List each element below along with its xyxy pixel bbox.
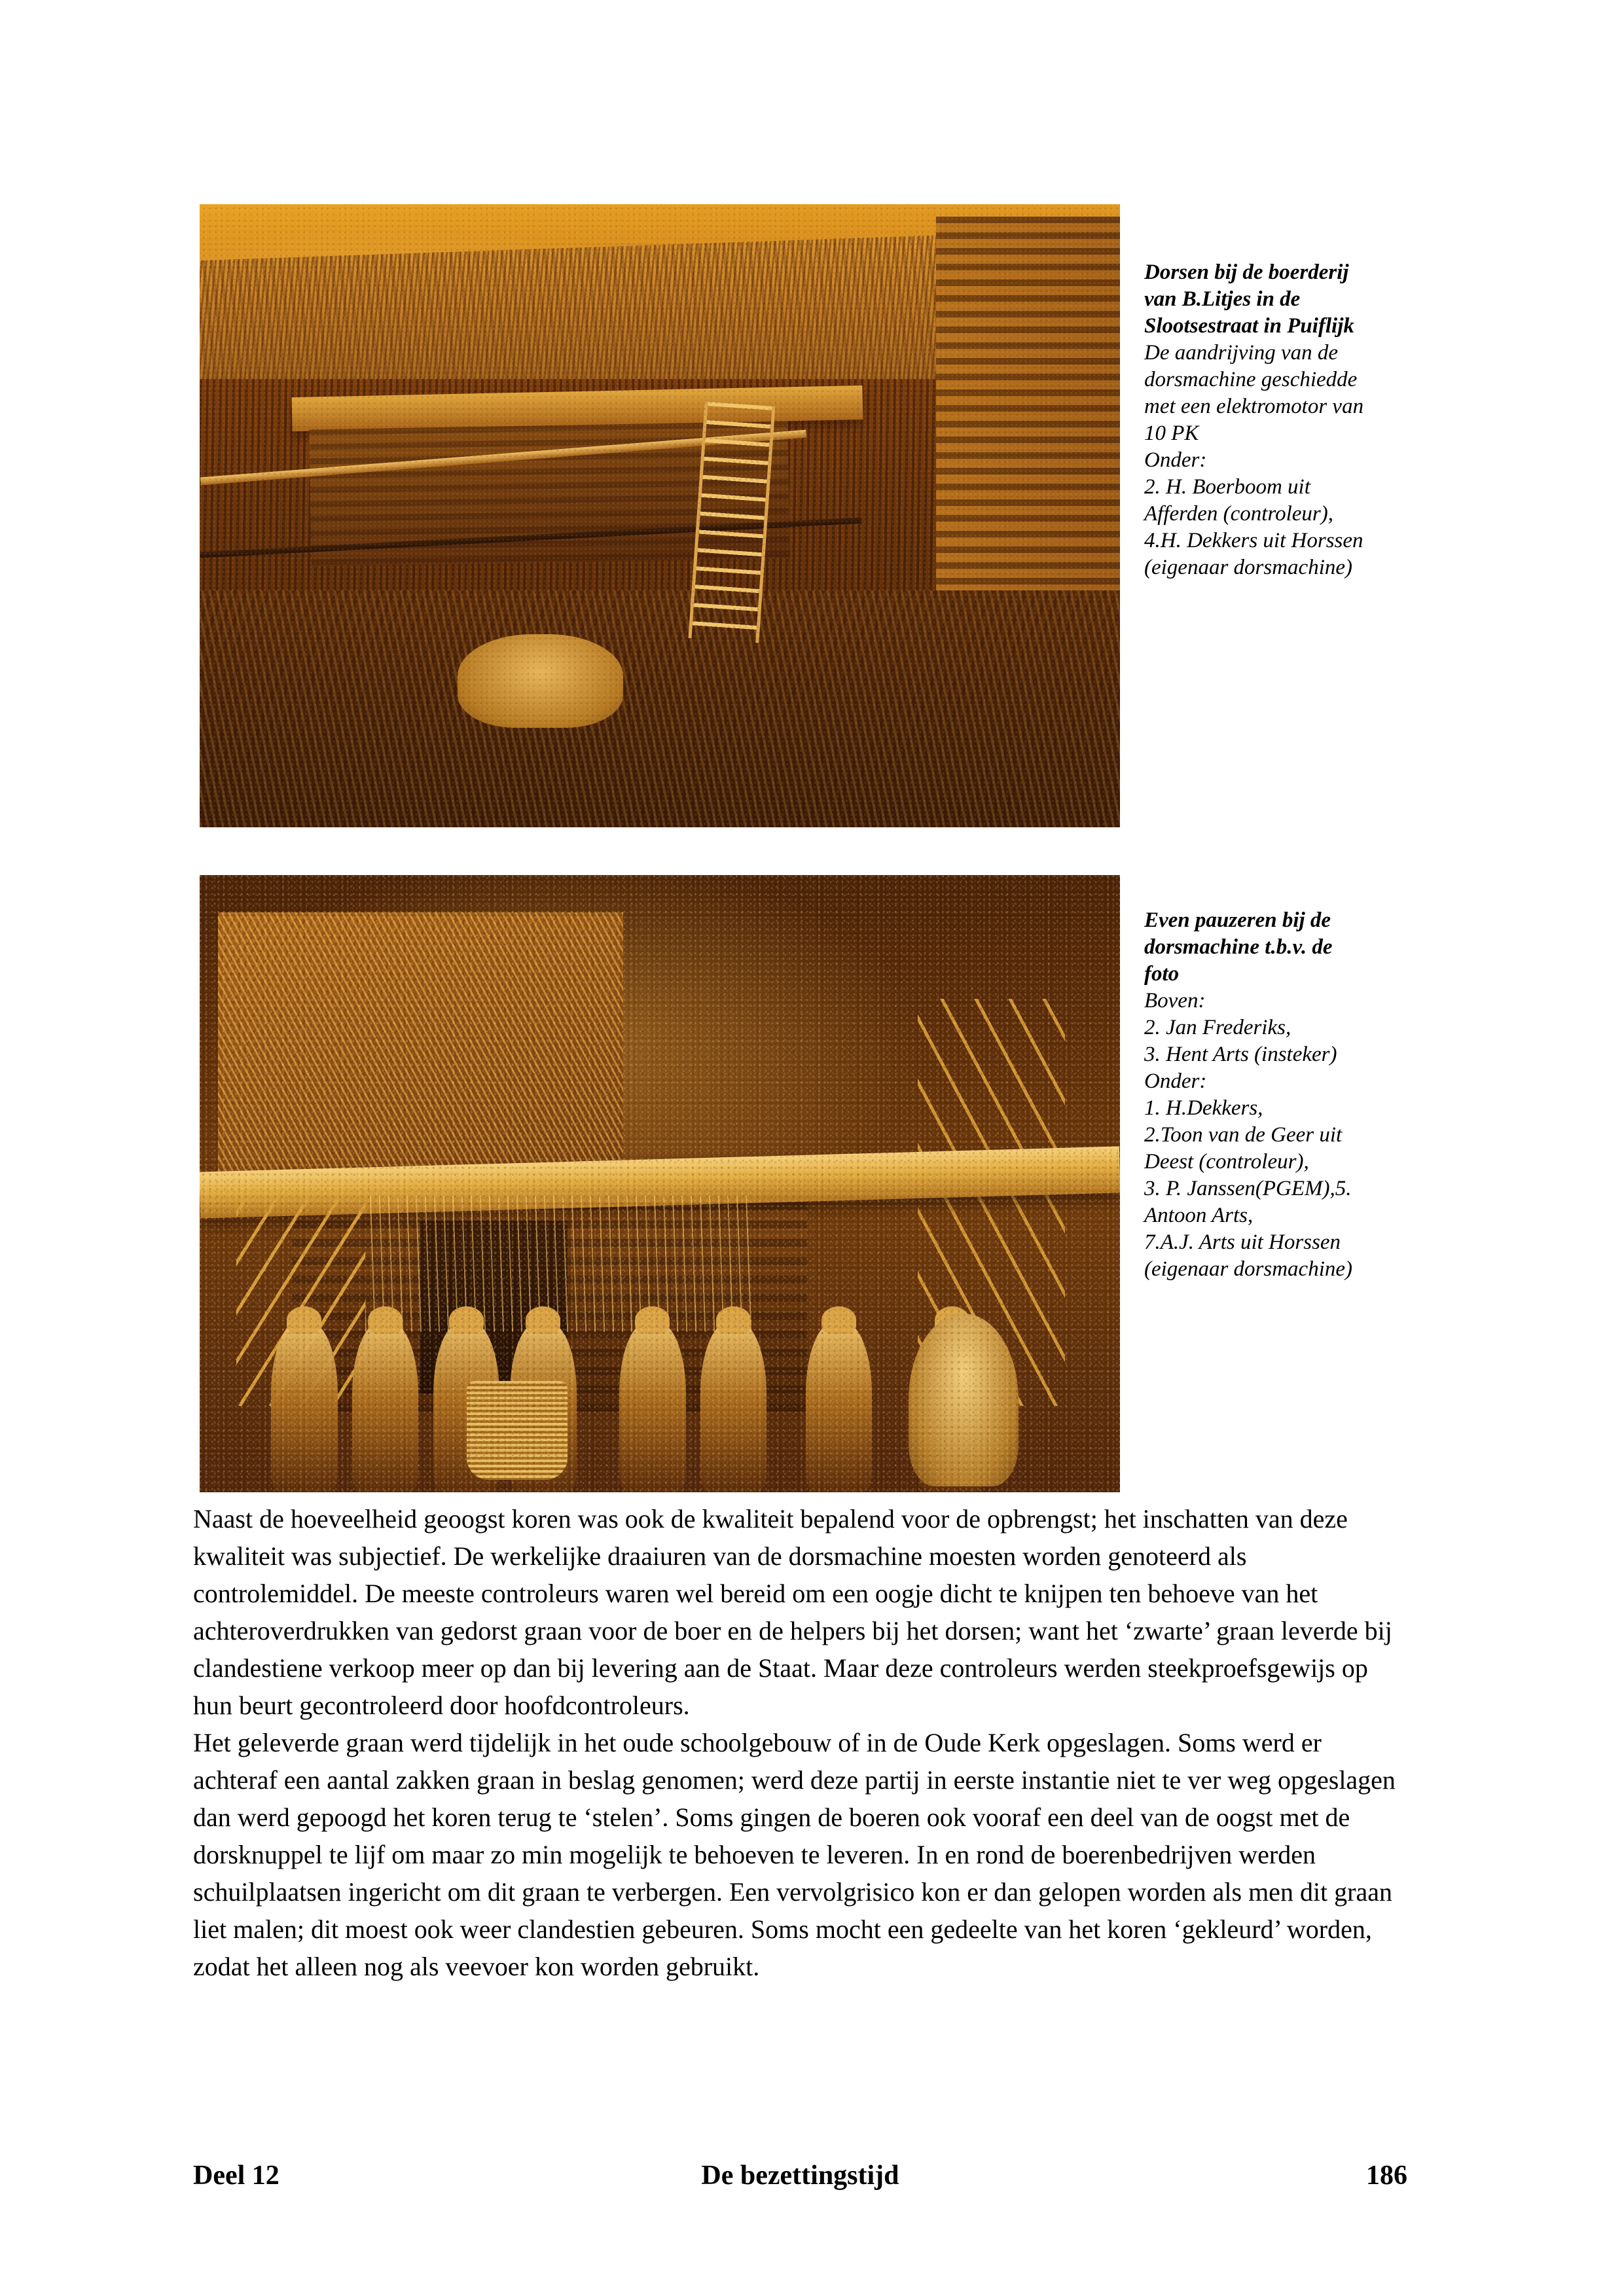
caption-body-line: (eigenaar dorsmachine) — [1144, 556, 1353, 579]
paragraph: Het geleverde graan werd tijdelijk in het oude schoolgebouw of in de Oude Kerk opgeslagen. Soms werd er achteraf een aantal zakken graan in beslag genomen; werd deze partij in eerste instantie niet te ver weg opgeslagen dan werd gepoogd het koren terug te ‘stelen’. Soms gingen de boeren ook vooraf een deel van de oogst met de dorsknuppel te lijf om maar zo min mogelijk te behoeven te leveren. In en rond de boerenbedrijven werden schuilplaatsen ingericht om dit graan te verbergen. Een vervolgrisico kon er dan gelopen worden als men dit graan liet malen; dit moest ook weer clandestien gebeuren. Soms mocht een gedeelte van het koren ‘gekleurd’ worden, zodat het alleen nog als veevoer kon worden gebruikt. — [193, 1728, 1396, 1981]
caption-body-line: Boven: — [1144, 989, 1206, 1013]
photo-grain-texture — [200, 875, 1120, 1492]
photo-barn-right-side — [936, 217, 1120, 603]
caption-body-line: 7.A.J. Arts uit Horssen — [1144, 1230, 1341, 1254]
caption-body-line: 10 PK — [1144, 422, 1199, 445]
caption-body-line: Onder: — [1144, 448, 1207, 472]
caption-body-line: 2. Jan Frederiks, — [1144, 1016, 1291, 1039]
footer-part-label: Deel 12 — [193, 2161, 280, 2191]
photo-farmyard-ground — [200, 590, 1120, 827]
caption-body-line: Deest (controleur), — [1144, 1150, 1309, 1174]
caption-body-line: 4.H. Dekkers uit Horssen — [1144, 529, 1363, 552]
caption-body-line: (eigenaar dorsmachine) — [1144, 1257, 1353, 1281]
caption-body-line: dorsmachine geschiedde — [1144, 368, 1358, 391]
caption-body-line: De aandrijving van de — [1144, 341, 1339, 365]
caption-body-line: 3. Hent Arts (insteker) — [1144, 1043, 1337, 1066]
caption-title-line: Even pauzeren bij de — [1144, 908, 1331, 932]
caption-body-line: 2.Toon van de Geer uit — [1144, 1123, 1343, 1147]
caption-body-line: 2. H. Boerboom uit — [1144, 475, 1310, 499]
caption-body-line: 3. P. Janssen(PGEM),5. — [1144, 1177, 1352, 1200]
footer-page-number: 186 — [1365, 2161, 1407, 2191]
figure-threshing-at-litjes-farm — [200, 204, 1120, 827]
caption-body-line: 1. H.Dekkers, — [1144, 1096, 1263, 1120]
caption-title-line: van B.Litjes in de — [1144, 287, 1301, 311]
footer-running-title: De bezettingstijd — [701, 2161, 899, 2191]
caption-body-line: met een elektromotor van — [1144, 395, 1364, 418]
caption-body-line: Onder: — [1144, 1069, 1207, 1093]
body-text — [193, 1500, 1407, 1985]
caption-title-line: dorsmachine t.b.v. de — [1144, 935, 1333, 959]
caption-title-line: Slootsestraat in Puiflijk — [1144, 314, 1354, 338]
caption-title-line: Dorsen bij de boerderij — [1144, 260, 1349, 284]
caption-pause-at-threshing-machine — [1144, 907, 1432, 1283]
caption-threshing-at-litjes-farm — [1144, 259, 1432, 581]
caption-title-line: foto — [1144, 962, 1180, 986]
caption-body-line: Antoon Arts, — [1144, 1204, 1254, 1227]
caption-body-line: Afferden (controleur), — [1144, 502, 1333, 526]
paragraph: Naast de hoeveelheid geoogst koren was ook de kwaliteit bepalend voor de opbrengst; het inschatten van deze kwaliteit was subjectief. De werkelijke draaiuren van de dorsmachine moesten worden genoteerd als controlemiddel. De meeste controleurs waren wel bereid om een oogje dicht te knijpen ten behoeve van het achteroverdrukken van gedorst graan voor de boer en de helpers bij het dorsen; want het ‘zwarte’ graan leverde bij clandestiene verkoop meer op dan bij levering aan de Staat. Maar deze controleurs werden steekproefsgewijs op hun beurt gecontroleerd door hoofdcontroleurs. — [193, 1504, 1392, 1720]
figure-pause-at-threshing-machine — [200, 875, 1120, 1492]
photo-grain-sacks — [458, 634, 623, 728]
page-footer — [193, 2160, 1407, 2191]
